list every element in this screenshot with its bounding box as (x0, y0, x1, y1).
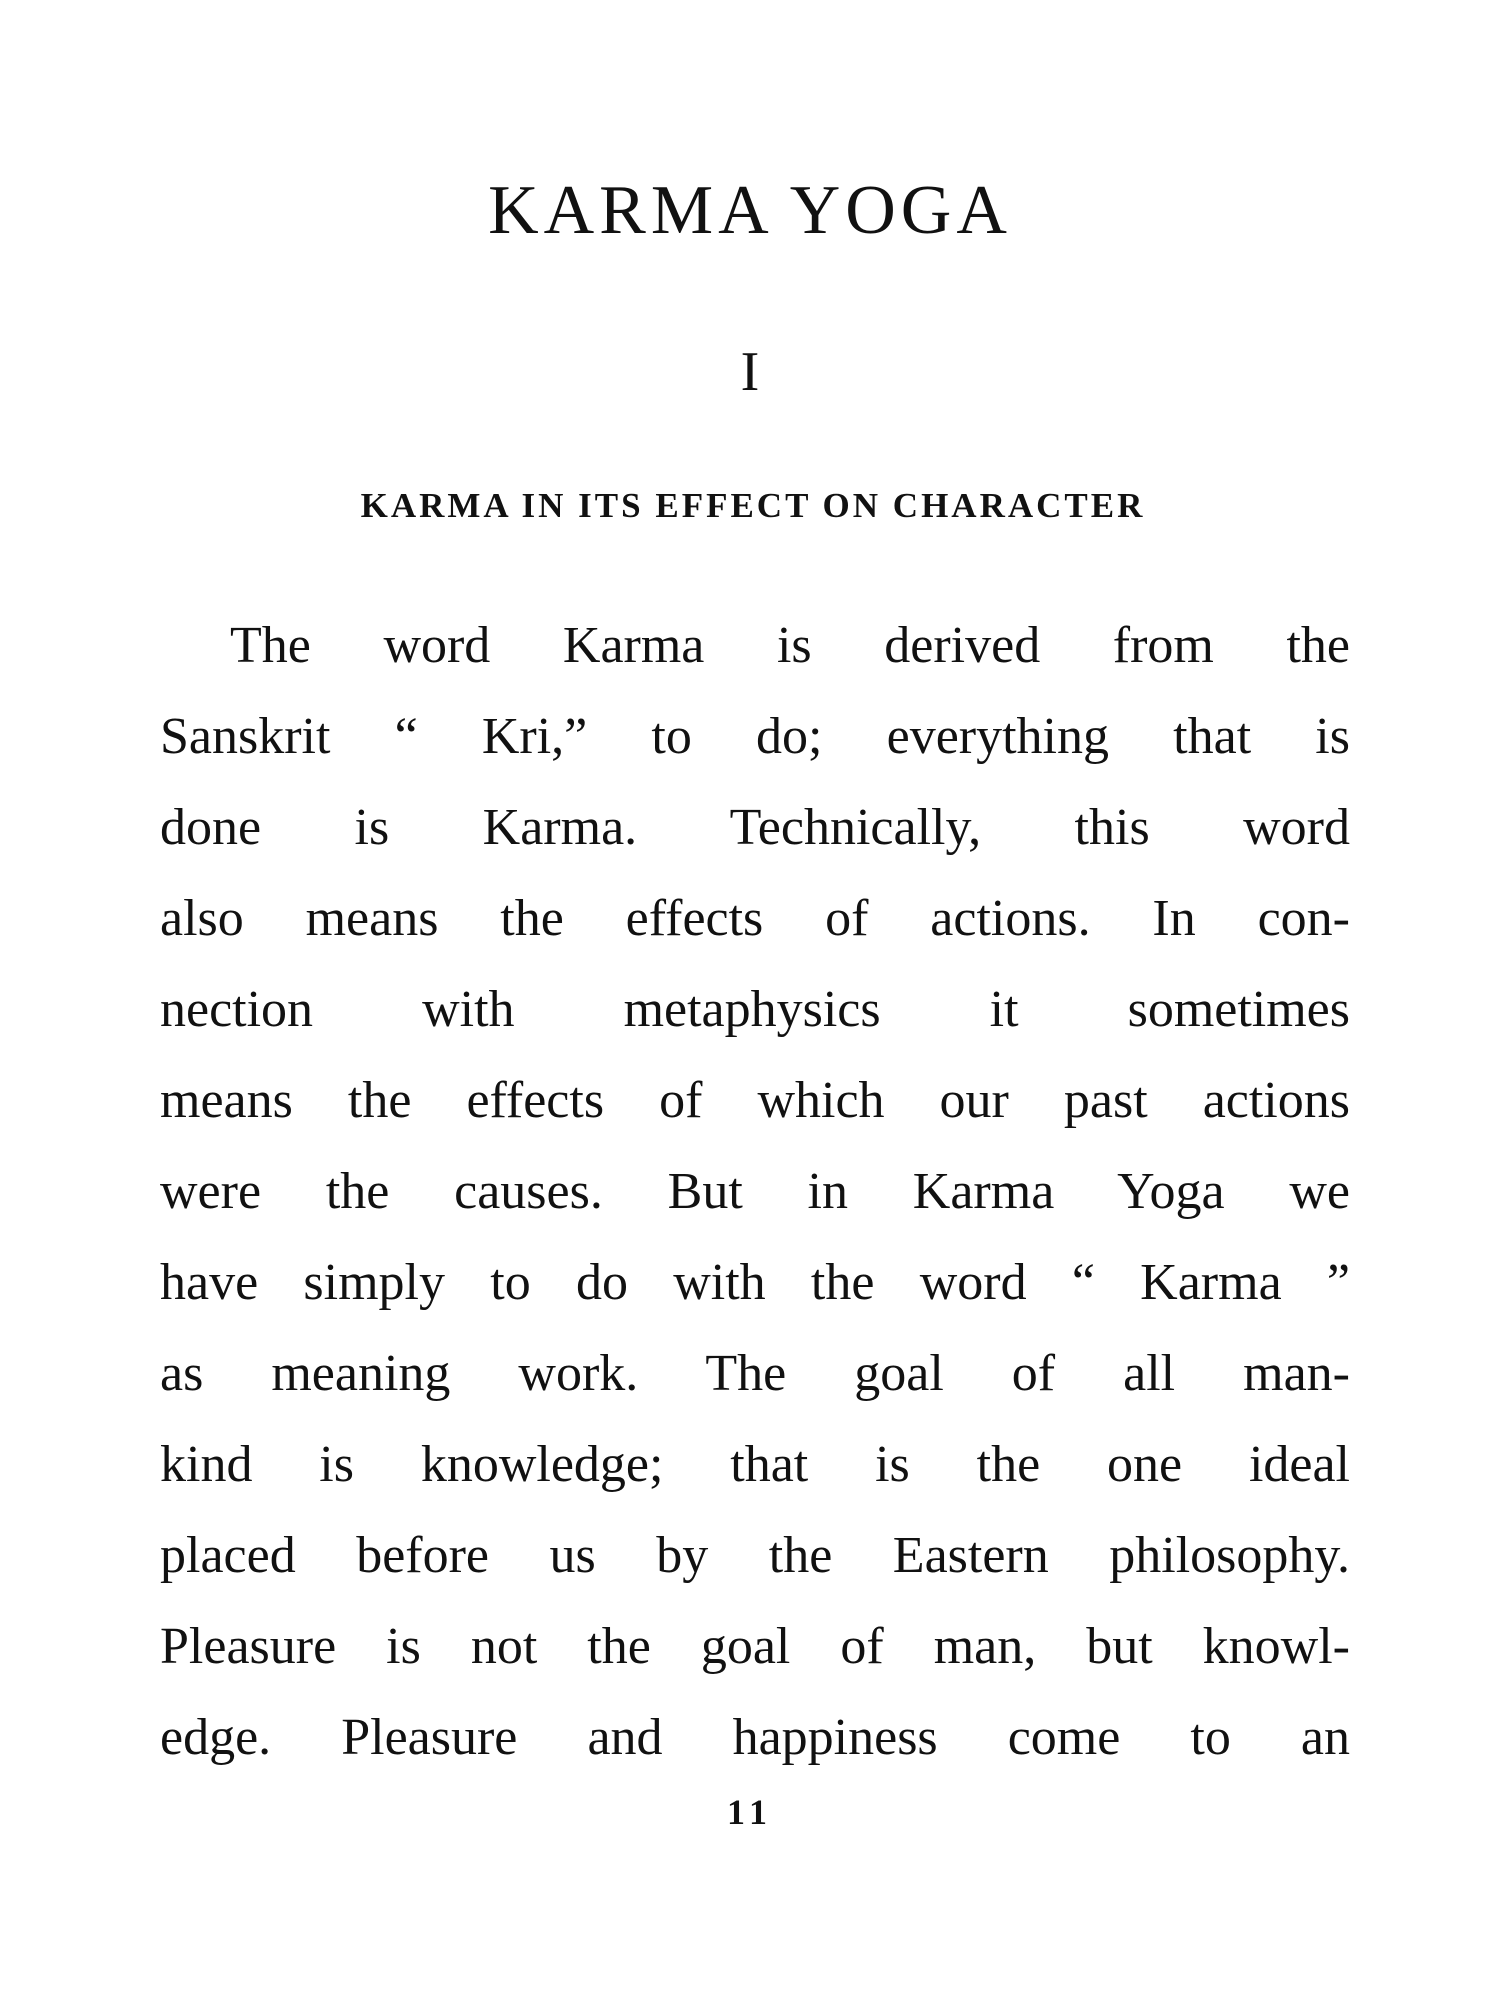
chapter-number: I (740, 341, 760, 403)
text-line: as meaning work. The goal of all man- (160, 1345, 1350, 1402)
text-line: nection with metaphysics it sometimes (160, 981, 1350, 1038)
text-line: done is Karma. Technically, this word (160, 799, 1350, 856)
chapter-heading: KARMA IN ITS EFFECT ON CHARACTER (360, 486, 1146, 525)
text-line: The word Karma is derived from the (230, 617, 1350, 674)
text-line: placed before us by the Eastern philosophy. (160, 1527, 1350, 1584)
text-line: were the causes. But in Karma Yoga we (160, 1163, 1350, 1220)
text-line: edge. Pleasure and happiness come to an (160, 1709, 1350, 1766)
page-number: 11 (726, 1792, 773, 1832)
book-title: KARMA YOGA (488, 172, 1012, 249)
text-line: Pleasure is not the goal of man, but knowl- (160, 1618, 1350, 1675)
body-paragraph (160, 600, 1350, 1783)
text-line: kind is knowledge; that is the one ideal (160, 1436, 1350, 1493)
text-line: Sanskrit “ Kri,” to do; everything that is (160, 708, 1350, 765)
text-line: have simply to do with the word “ Karma ” (160, 1254, 1350, 1311)
text-line: means the effects of which our past actions (160, 1072, 1350, 1129)
text-line: also means the effects of actions. In con- (160, 890, 1350, 947)
